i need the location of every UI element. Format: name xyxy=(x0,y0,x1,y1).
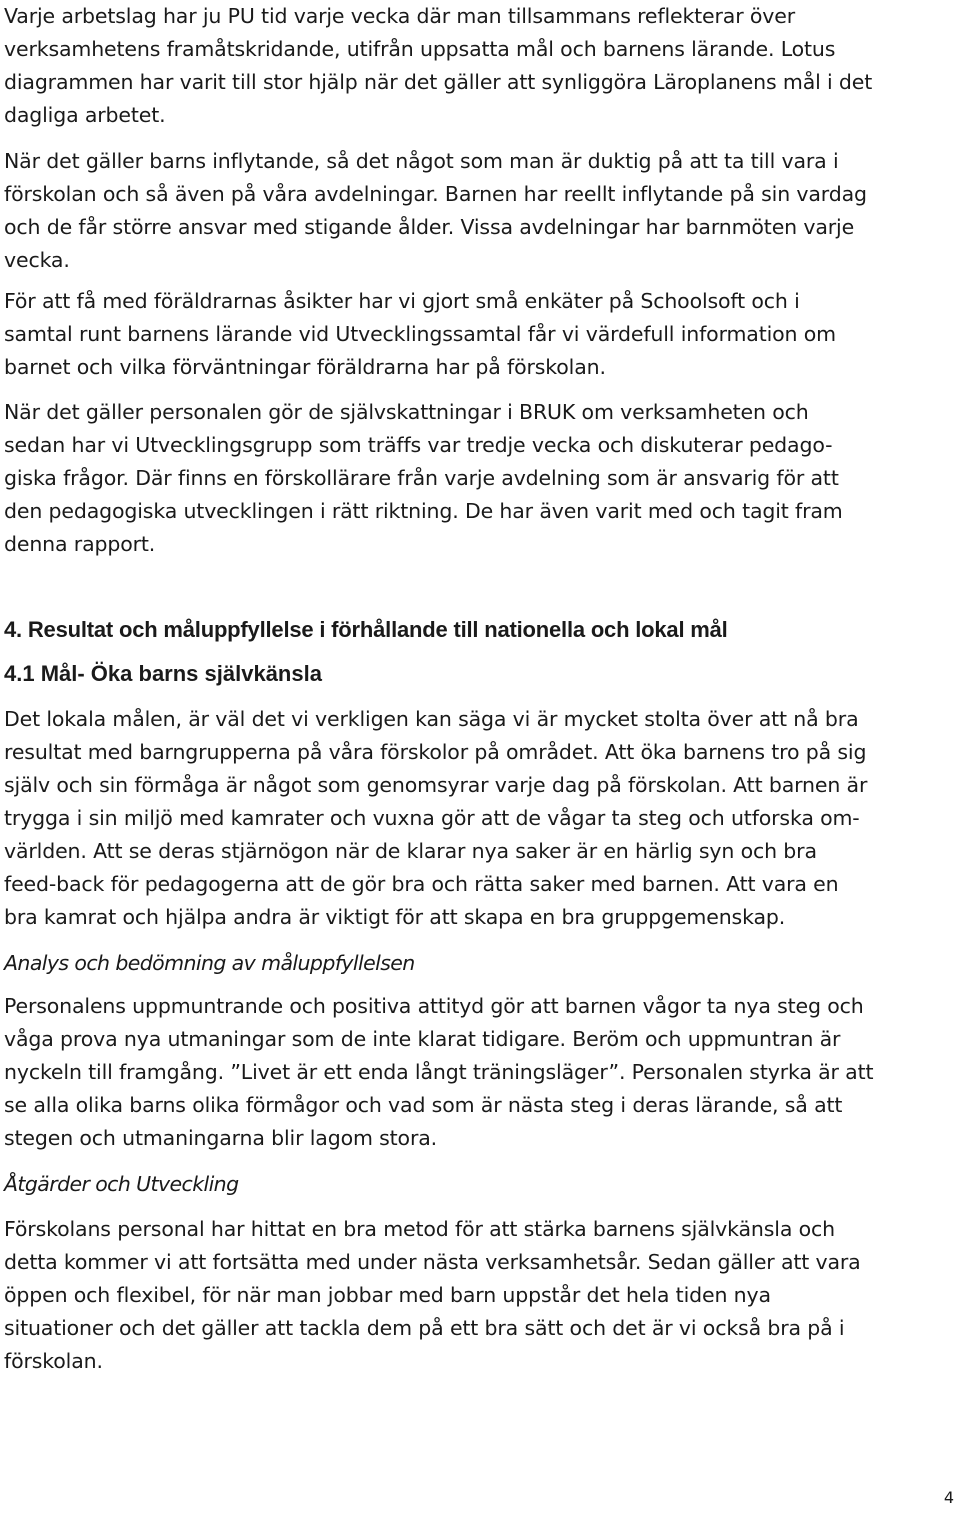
paragraph-actions xyxy=(4,1213,954,1378)
text-line: sedan har vi Utvecklingsgrupp som träffs var tredje vecka och diskuterar pedago- xyxy=(4,433,833,457)
text-line: trygga i sin miljö med kamrater och vuxna gör att de vågar ta steg och utforska om- xyxy=(4,806,860,830)
text-line: När det gäller barns inflytande, så det något som man är duktig på att ta till vara i xyxy=(4,149,839,173)
text-line: giska frågor. Där finns en förskollärare från varje avdelning som är ansvarig för att xyxy=(4,466,839,490)
text-line: detta kommer vi att fortsätta med under nästa verksamhetsår. Sedan gäller att vara xyxy=(4,1250,861,1274)
text-line: se alla olika barns olika förmågor och vad som är nästa steg i deras lärande, så att xyxy=(4,1093,843,1117)
text-line: Förskolans personal har hittat en bra metod för att stärka barnens självkänsla och xyxy=(4,1217,835,1241)
text-line: världen. Att se deras stjärnögon när de klarar nya saker är en härlig syn och bra xyxy=(4,839,817,863)
text-line: nyckeln till framgång. ”Livet är ett enda långt träningsläger”. Personalen styrka är att xyxy=(4,1060,874,1084)
text-line: förskolan och så även på våra avdelningar. Barnen har reellt inflytande på sin vardag xyxy=(4,182,867,206)
text-line: öppen och flexibel, för när man jobbar med barn uppstår det hela tiden nya xyxy=(4,1283,771,1307)
document-page xyxy=(4,0,954,1378)
text-line: feed-back för pedagogerna att de gör bra och rätta saker med barnen. Att vara en xyxy=(4,872,839,896)
text-line: och de får större ansvar med stigande ålder. Vissa avdelningar har barnmöten varje xyxy=(4,215,855,239)
text-line: våga prova nya utmaningar som de inte klarat tidigare. Beröm och uppmuntran är xyxy=(4,1027,841,1051)
text-line: resultat med barngrupperna på våra förskolor på området. Att öka barnens tro på sig xyxy=(4,740,867,764)
text-line: denna rapport. xyxy=(4,532,156,556)
text-line: bra kamrat och hjälpa andra är viktigt för att skapa en bra gruppgemenskap. xyxy=(4,905,786,929)
paragraph-pu-time xyxy=(4,0,954,132)
text-line: Varje arbetslag har ju PU tid varje vecka där man tillsammans reflekterar över xyxy=(4,4,795,28)
actions-heading: Åtgärder och Utveckling xyxy=(4,1172,239,1196)
text-line: själv och sin förmåga är något som genomsyrar varje dag på förskolan. Att barnen är xyxy=(4,773,868,797)
text-line: För att få med föräldrarnas åsikter har vi gjort små enkäter på Schoolsoft och i xyxy=(4,289,800,313)
subsection-heading: 4.1 Mål- Öka barns självkänsla xyxy=(4,661,322,686)
text-line: diagrammen har varit till stor hjälp när det gäller att synliggöra Läroplanens mål i det xyxy=(4,70,873,94)
paragraph-analysis xyxy=(4,990,954,1155)
text-line: den pedagogiska utvecklingen i rätt riktning. De har även varit med och tagit fram xyxy=(4,499,843,523)
page-number: 4 xyxy=(943,1488,954,1507)
paragraph-local-goals xyxy=(4,703,954,934)
text-line: Personalens uppmuntrande och positiva attityd gör att barnen vågor ta nya steg och xyxy=(4,994,864,1018)
text-line: situationer och det gäller att tackla dem på ett bra sätt och det är vi också bra på i xyxy=(4,1316,845,1340)
paragraph-staff-self-assessment xyxy=(4,396,954,561)
text-line: verksamhetens framåtskridande, utifrån uppsatta mål och barnens lärande. Lotus xyxy=(4,37,836,61)
paragraph-parents-opinions xyxy=(4,285,954,384)
analysis-heading: Analys och bedömning av måluppfyllelsen xyxy=(4,951,415,975)
text-line: samtal runt barnens lärande vid Utvecklingssamtal får vi värdefull information om xyxy=(4,322,836,346)
paragraph-children-influence xyxy=(4,145,954,277)
text-line: vecka. xyxy=(4,248,70,272)
section-heading: 4. Resultat och måluppfyllelse i förhållande till nationella och lokal mål xyxy=(4,617,728,642)
text-line: förskolan. xyxy=(4,1349,103,1373)
text-line: Det lokala målen, är väl det vi verkligen kan säga vi är mycket stolta över att nå bra xyxy=(4,707,859,731)
text-line: stegen och utmaningarna blir lagom stora. xyxy=(4,1126,438,1150)
text-line: När det gäller personalen gör de självskattningar i BRUK om verksamheten och xyxy=(4,400,809,424)
text-line: barnet och vilka förväntningar föräldrarna har på förskolan. xyxy=(4,355,606,379)
text-line: dagliga arbetet. xyxy=(4,103,166,127)
